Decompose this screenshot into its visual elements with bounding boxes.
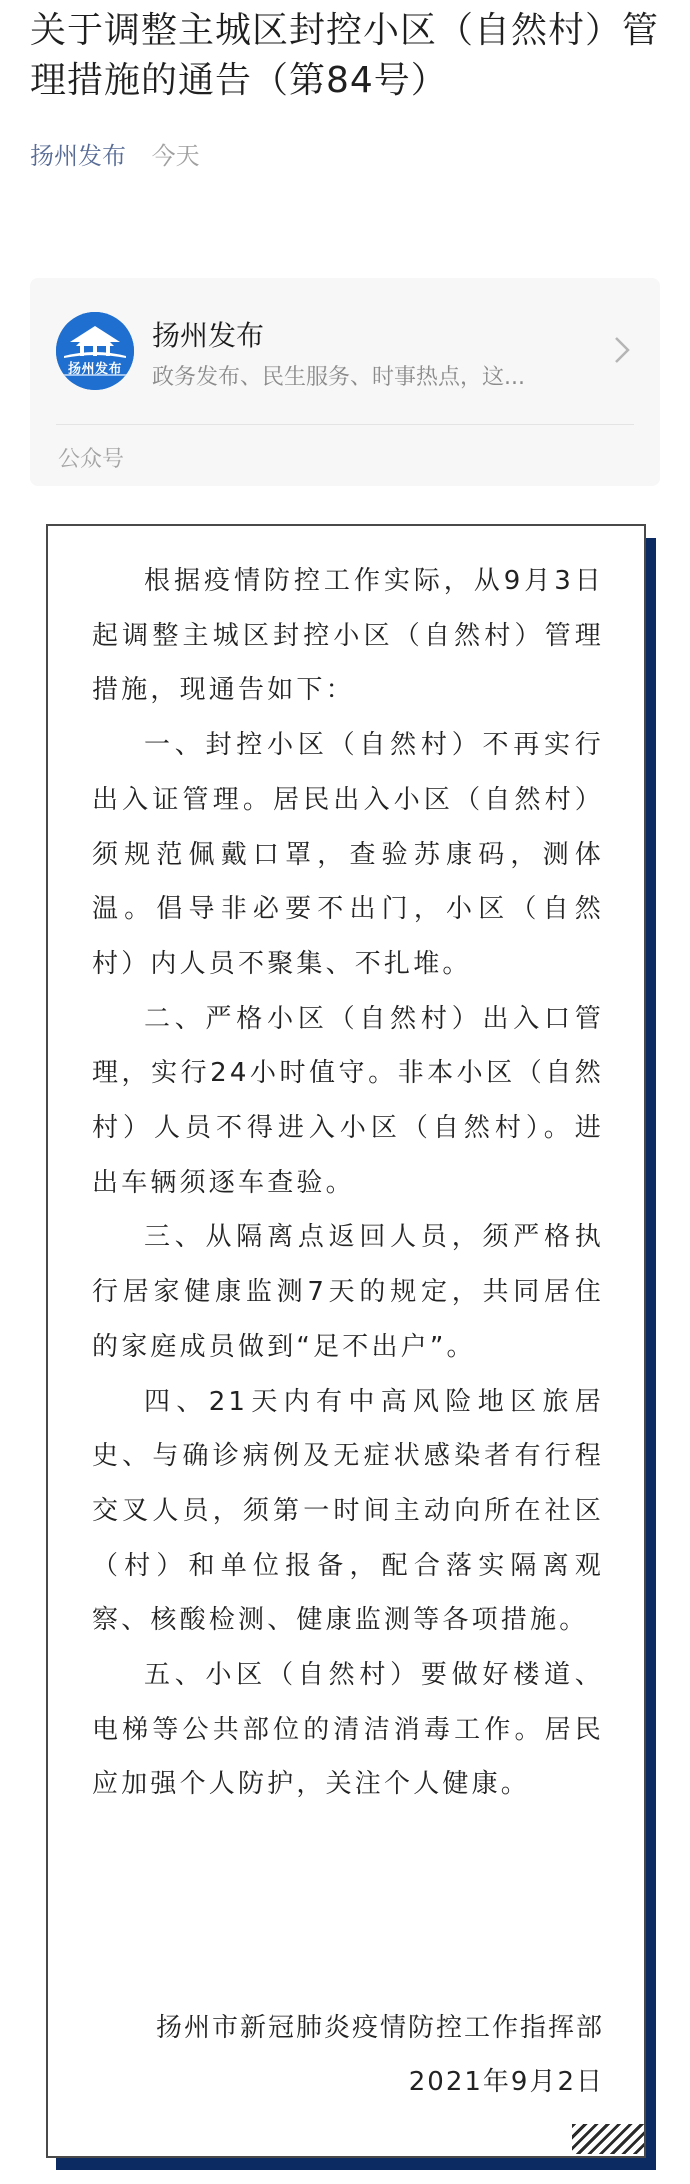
account-description: 政务发布、民生服务、时事热点，这...	[152, 365, 525, 390]
notice-paragraph: 根据疫情防控工作实际，从9月3日起调整主城区封控小区（自然村）管理措施，现通告如下：	[92, 566, 604, 706]
notice-paragraph: 四、21天内有中高风险地区旅居史、与确诊病例及无症状感染者有行程交叉人员，须第一时间主动向所在社区（村）和单位报备，配合落实隔离观察、核酸检测、健康监测等各项措施。	[92, 1386, 604, 1636]
notice-paragraph: 五、小区（自然村）要做好楼道、电梯等公共部位的清洁消毒工作。居民应加强个人防护，关注个人健康。	[92, 1660, 604, 1800]
notice-paragraph: 三、从隔离点返回人员，须严格执行居家健康监测7天的规定，共同居住的家庭成员做到“足不出户”。	[92, 1222, 604, 1362]
account-card-divider	[56, 424, 634, 425]
notice-body	[92, 554, 604, 1812]
article-author-link[interactable]: 扬州发布	[30, 142, 126, 170]
notice-image	[46, 524, 646, 2158]
chevron-right-icon[interactable]	[610, 330, 634, 370]
notice-paragraph: 二、严格小区（自然村）出入口管理，实行24小时值守。非本小区（自然村）人员不得进入小区（自然村）。进出车辆须逐车查验。	[92, 1003, 604, 1198]
article-date: 今天	[151, 142, 200, 170]
pavilion-logo-icon	[56, 312, 134, 390]
notice-signature-org: 扬州市新冠肺炎疫情防控工作指挥部	[155, 2013, 604, 2043]
account-type-label: 公众号	[58, 447, 125, 472]
account-logo-text: 扬州发布	[67, 362, 122, 377]
article-title: 关于调整主城区封控小区（自然村）管理措施的通告（第84号）	[30, 10, 660, 101]
decorative-hatch	[572, 2124, 644, 2154]
account-card[interactable]	[30, 278, 660, 486]
account-name: 扬州发布	[152, 319, 265, 352]
notice-paragraph: 一、封控小区（自然村）不再实行出入证管理。居民出入小区（自然村）须规范佩戴口罩，查验苏康码，测体温。倡导非必要不出门，小区（自然村）内人员不聚集、不扎堆。	[92, 730, 604, 979]
notice-signature	[156, 2001, 604, 2109]
notice-signature-date: 2021年9月2日	[408, 2067, 604, 2097]
article-meta	[30, 136, 200, 171]
account-avatar	[56, 312, 134, 390]
